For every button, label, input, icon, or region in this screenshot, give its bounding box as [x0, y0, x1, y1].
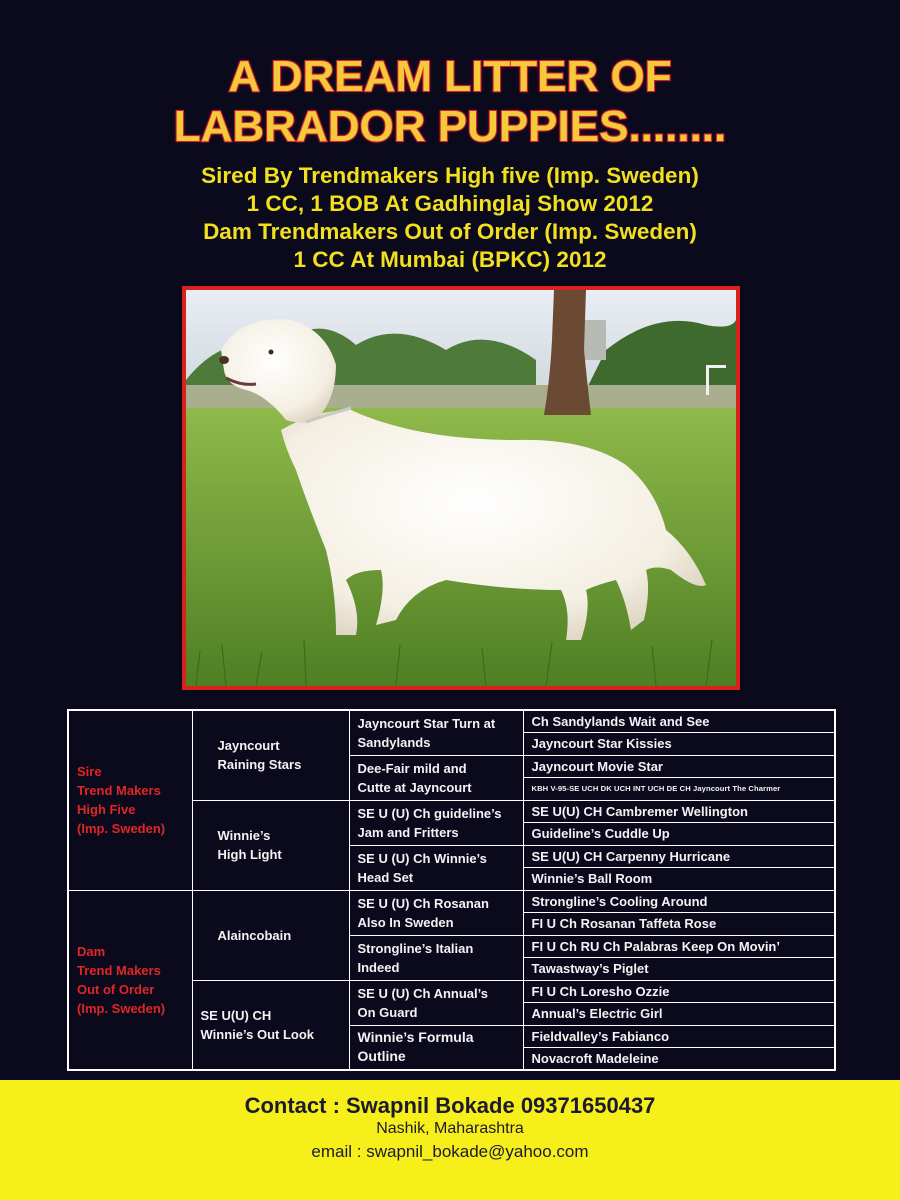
summary-line: Sired By Trendmakers High five (Imp. Sweden) — [201, 163, 699, 188]
dam-origin: (Imp. Sweden) — [77, 1000, 166, 1016]
grandparent-name: Winnie’s Out Look — [200, 1026, 315, 1042]
ancestor-cell: Tawastway’s Piglet — [523, 958, 835, 981]
ancestor-cell: FI U Ch Loresho Ozzie — [523, 980, 835, 1003]
ancestor-name: Dee-Fair mild and — [357, 760, 467, 776]
ancestor-cell: Jayncourt Movie Star — [523, 755, 835, 778]
ancestor-cell: Jayncourt Star Kissies — [523, 733, 835, 756]
ancestor-name: SE U (U) Ch guideline’s — [357, 805, 502, 821]
great-grandparent-cell — [349, 890, 523, 935]
ancestor-cell: Winnie’s Ball Room — [523, 868, 835, 891]
ancestor-name: Head Set — [357, 869, 414, 885]
labrador-photo-illustration — [186, 290, 736, 686]
ancestor-name: Sandylands — [357, 734, 431, 750]
sire-name: Trend Makers — [77, 783, 161, 799]
great-grandparent-cell — [349, 755, 523, 800]
contact-email[interactable]: email : swapnil_bokade@yahoo.com — [311, 1142, 589, 1161]
dam-name: Out of Order — [77, 981, 155, 997]
great-grandparent-cell — [349, 980, 523, 1025]
ancestor-cell: Ch Sandylands Wait and See — [523, 710, 835, 733]
sire-origin: (Imp. Sweden) — [77, 821, 166, 837]
great-grandparent-cell — [349, 845, 523, 890]
grandparent-cell — [192, 890, 349, 980]
ancestor-cell: Guideline’s Cuddle Up — [523, 823, 835, 846]
ancestor-name: Jayncourt Star Turn at — [357, 715, 496, 731]
grandparent-cell — [192, 800, 349, 890]
summary-line: 1 CC At Mumbai (BPKC) 2012 — [293, 247, 607, 272]
great-grandparent-cell — [349, 800, 523, 845]
grandparent-name: SE U(U) CH — [200, 1007, 272, 1023]
ancestor-name: On Guard — [357, 1004, 418, 1020]
ancestor-cell: Strongline’s Cooling Around — [523, 890, 835, 913]
dam-cell — [68, 890, 192, 1070]
sire-name: High Five — [77, 802, 136, 818]
grandparent-name: Raining Stars — [217, 757, 302, 773]
labrador-photo — [182, 286, 740, 690]
summary-line: Dam Trendmakers Out of Order (Imp. Sweden) — [203, 219, 697, 244]
ancestor-name: Outline — [357, 1048, 406, 1065]
great-grandparent-cell — [349, 1025, 523, 1070]
ancestor-name: Strongline’s Italian — [357, 940, 474, 956]
headline — [0, 52, 900, 152]
ancestor-cell: Fieldvalley’s Fabianco — [523, 1025, 835, 1048]
contact-address: Nashik, Maharashtra — [376, 1120, 524, 1137]
ancestor-cell: Novacroft Madeleine — [523, 1048, 835, 1071]
ancestor-cell: Annual’s Electric Girl — [523, 1003, 835, 1026]
sire-label: Sire — [77, 764, 102, 780]
ancestor-cell: SE U(U) CH Carpenny Hurricane — [523, 845, 835, 868]
grandparent-name: Alaincobain — [217, 927, 292, 943]
great-grandparent-cell — [349, 710, 523, 755]
ancestor-cell: KBH V-95-SE UCH DK UCH INT UCH DE CH Jayncourt The Charmer — [523, 778, 835, 801]
ancestor-cell: FI U Ch RU Ch Palabras Keep On Movin’ — [523, 935, 835, 958]
ancestor-name: Jam and Fritters — [357, 824, 459, 840]
headline-line-2: LABRADOR PUPPIES........ — [173, 102, 727, 151]
ancestor-name: Cutte at Jayncourt — [357, 779, 472, 795]
grandparent-name: Jayncourt — [217, 738, 280, 754]
summary-line: 1 CC, 1 BOB At Gadhinglaj Show 2012 — [246, 191, 654, 216]
ancestor-name: Winnie’s Formula — [357, 1029, 474, 1046]
ancestor-cell: FI U Ch Rosanan Taffeta Rose — [523, 913, 835, 936]
grandparent-cell — [192, 980, 349, 1070]
dam-name: Trend Makers — [77, 962, 161, 978]
contact-line: Contact : Swapnil Bokade 09371650437 — [244, 1093, 656, 1118]
sire-dam-summary — [0, 162, 900, 274]
sire-cell — [68, 710, 192, 890]
dam-label: Dam — [77, 943, 106, 959]
ancestor-cell: SE U(U) CH Cambremer Wellington — [523, 800, 835, 823]
pedigree-table — [67, 709, 836, 1071]
grandparent-name: Winnie’s — [217, 828, 271, 843]
ancestor-name: SE U (U) Ch Annual’s — [357, 985, 488, 1001]
ancestor-name: SE U (U) Ch Rosanan — [357, 895, 489, 911]
ancestor-name: SE U (U) Ch Winnie’s — [357, 850, 487, 866]
grandparent-name: High Light — [217, 847, 282, 862]
great-grandparent-cell — [349, 935, 523, 980]
grandparent-cell — [192, 710, 349, 800]
headline-line-1: A DREAM LITTER OF — [228, 52, 672, 101]
ancestor-name: Indeed — [357, 959, 400, 975]
ancestor-name: Also In Sweden — [357, 914, 454, 930]
